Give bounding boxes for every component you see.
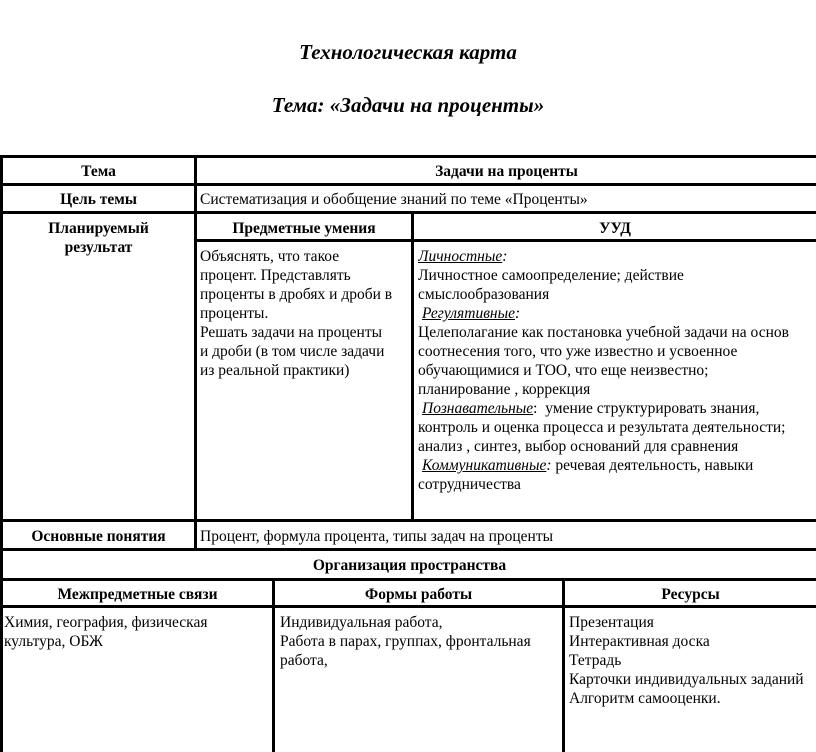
resource-line: Карточки индивидуальных заданий	[569, 671, 804, 688]
work-form-line: Индивидуальная работа,	[280, 614, 443, 631]
uud-cognitive-heading	[418, 399, 816, 418]
resources-text	[569, 613, 816, 708]
subject-skills-header: Предметные умения	[232, 220, 376, 237]
rule-1	[0, 183, 816, 186]
cognitive-rest: : умение структурировать знания,	[533, 400, 760, 417]
skills-line: Объяснять, что такое	[200, 248, 340, 265]
resource-line: Алгоритм самооценки.	[569, 690, 721, 707]
interdisciplinary-line: культура, ОБЖ	[4, 633, 103, 650]
goal-label: Цель темы	[60, 191, 137, 208]
rule-3	[194, 239, 816, 242]
concepts-label: Основные понятия	[31, 528, 166, 545]
space-organization-header: Организация пространства	[312, 557, 507, 574]
document-subtitle: Тема: «Задачи на проценты»	[271, 93, 545, 117]
concepts-value: Процент, формула процента, типы задач на проценты	[200, 528, 554, 545]
skills-line: проценты.	[200, 305, 269, 322]
regulative-colon: :	[515, 305, 521, 322]
uud-line: Личностное самоопределение; действие	[418, 267, 684, 284]
topic-label: Тема	[81, 163, 116, 180]
resource-line: Презентация	[569, 614, 654, 631]
uud-line: контроль и оценка процесса и результата деятельности;	[418, 419, 786, 436]
uud-line: смыслообразования	[418, 286, 550, 303]
interdisciplinary-line: Химия, география, физическая	[4, 614, 208, 631]
rule-4	[0, 519, 816, 522]
communicative-rest: речевая деятельность, навыки	[551, 457, 754, 474]
skills-line: процент. Представлять	[200, 267, 351, 284]
personal-colon: :	[502, 248, 508, 265]
cognitive-label: Познавательные	[422, 400, 534, 417]
uud-line: анализ , синтез, выбор оснований для сравнения	[418, 438, 739, 455]
resource-line: Интерактивная доска	[569, 633, 710, 650]
skills-line: из реальной практики)	[200, 362, 350, 379]
communicative-colon: :	[546, 457, 552, 474]
subject-skills-text	[200, 247, 411, 380]
skills-line: и дроби (в том числе задачи	[200, 343, 385, 360]
rule-col-3	[272, 578, 275, 752]
personal-label: Личностные	[418, 248, 503, 265]
work-forms-header: Формы работы	[364, 586, 473, 603]
planned-result-label	[3, 219, 194, 257]
uud-line: планирование , коррекция	[418, 381, 591, 398]
planned-label-line-2: результат	[64, 239, 133, 256]
uud-line: соотнесения того, что уже известно и усвоенное	[418, 343, 738, 360]
uud-line: сотрудничества	[418, 476, 521, 493]
uud-line: обучающимися и ТОО, что еще неизвестно;	[418, 362, 709, 379]
resource-line: Тетрадь	[569, 652, 622, 669]
work-form-line: работа,	[280, 652, 328, 669]
planned-label-line-1: Планируемый	[48, 220, 149, 237]
rule-6	[0, 578, 816, 581]
interdisciplinary-text	[4, 613, 272, 651]
rule-top	[0, 155, 816, 158]
rule-col-2	[411, 211, 414, 522]
uud-regulative-heading	[418, 304, 816, 323]
rule-2	[0, 211, 816, 214]
resources-header: Ресурсы	[661, 586, 720, 603]
rule-col-1	[194, 155, 197, 551]
uud-header: УУД	[599, 220, 631, 237]
uud-line: Целеполагание как постановка учебной задачи на основ	[418, 324, 789, 341]
work-form-line: Работа в парах, группах, фронтальная	[280, 633, 531, 650]
rule-col-4	[562, 578, 565, 752]
communicative-label: Коммуникативные	[422, 457, 547, 474]
work-forms-text	[280, 613, 562, 670]
rule-7	[0, 605, 816, 608]
uud-communicative-heading	[418, 456, 816, 475]
topic-value: Задачи на проценты	[435, 163, 578, 180]
skills-line: проценты в дробях и дроби в	[200, 286, 393, 303]
uud-text	[418, 247, 816, 494]
skills-line: Решать задачи на проценты	[200, 324, 383, 341]
document-title: Технологическая карта	[299, 40, 517, 64]
rule-5	[0, 548, 816, 551]
uud-personal-heading	[418, 247, 816, 266]
regulative-label: Регулятивные	[422, 305, 515, 322]
goal-value: Систематизация и обобщение знаний по теме «Проценты»	[200, 191, 588, 208]
interdisciplinary-header: Межпредметные связи	[57, 586, 218, 603]
